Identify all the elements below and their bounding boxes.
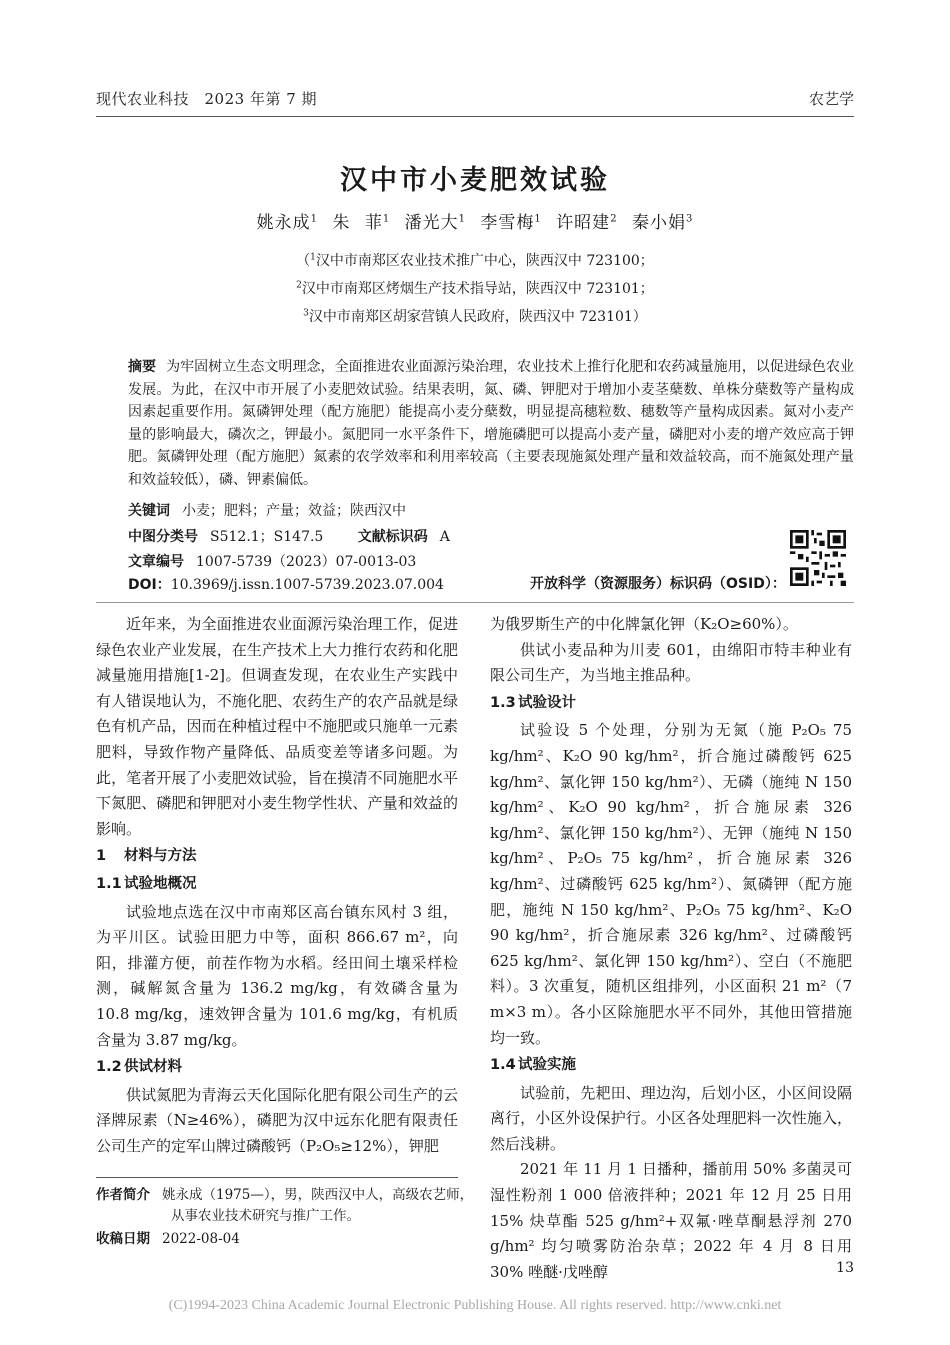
qr-code-icon (790, 530, 846, 586)
received-date: 收稿日期 2022-08-04 (96, 1231, 240, 1247)
subsection-heading: 1.1 试验地概况 (96, 875, 197, 892)
doi: DOI：10.3969/j.issn.1007-5739.2023.07.004 (128, 577, 444, 593)
author-list: 姚永成$^1$ 朱 菲$^1$ 潘光大$^1$ 李雪梅$^1$ 许昭建$^2$ 秦小娟$^3$ (256, 213, 694, 233)
site-paragraph: 试验地点选在汉中市南郑区高台镇东风村 3 组，为平川区。试验田肥力中等，面积 866.67 m²，向阳，排灌方便，前茬作物为水稻。经田间土壤采样检测，碱解氮含量为 136.2 mg/kg，有效磷含量为 10.8 mg/kg，速效钾含量为 101.6 mg/kg，有机质含量为 3.87 mg/kg。 (96, 902, 458, 1049)
author: 潘光大 (404, 213, 459, 233)
author-note-line2: 从事农业技术研究与推广工作。 (171, 1208, 360, 1224)
abstract-separator (96, 602, 854, 603)
section-header: 农艺学 (808, 90, 854, 108)
affiliation-1: （$^1$汉中市南郑区农业技术推广中心，陕西汉中 723100； (296, 252, 654, 269)
classification: 中图分类号 S512.1；S147.5 文献标识码 A (128, 529, 450, 545)
footnote-rule (96, 1177, 458, 1178)
paper-title: 汉中市小麦肥效试验 (340, 165, 610, 196)
materials-paragraph: 供试氮肥为青海云天化国际化肥有限公司生产的云泽牌尿素（N≥46%），磷肥为汉中远东化肥有限责任公司生产的定军山牌过磷酸钙（P₂O₅≥12%），钾肥 (96, 1085, 458, 1155)
author: 秦小娟 (631, 213, 686, 233)
abstract-text: 为牢固树立生态文明理念，全面推进农业面源污染治理，农业技术上推行化肥和农药减量施用，以促进绿色农业发展。为此，在汉中市开展了小麦肥效试验。结果表明，氮、磷、钾肥对于增加小麦茎蘖数、单株分蘖数等产量构成因素起重要作用。氮磷钾处理（配方施肥）能提高小麦分蘖数，明显提高穗粒数、穗数等产量构成因素。氮对小麦产量的影响最大，磷次之，钾最小。氮肥同一水平条件下，增施磷肥可以提高小麦产量，磷肥对小麦的增产效应高于钾肥。氮磷钾处理（配方施肥）氮素的农学效率和利用率较高（主要表现施氮处理产量和效益较高，而不施氮处理产量和效益较低），磷、钾素偏低。 (128, 359, 855, 488)
article-number: 文章编号 1007-5739（2023）07-0013-03 (128, 554, 417, 570)
author: 许昭建 (556, 213, 611, 233)
subsection-heading: 1.4 试验实施 (490, 1057, 576, 1074)
author-note: 作者简介 姚永成（1975—），男，陕西汉中人，高级农艺师， (96, 1187, 474, 1203)
intro-paragraph: 近年来，为全面推进农业面源污染治理工作，促进绿色农业产业发展，在生产技术上大力推行农药和化肥减量施用措施[1-2]。但调查发现，在农业生产实践中有人错误地认为，不施化肥、农药生产的农产品就是绿色有机产品，因而在种植过程中不施肥或只施单一元素肥料，导致作物产量降低、品质变差等诸多问题。为此，笔者开展了小麦肥效试验，旨在摸清不同施肥水平下氮肥、磷肥和钾肥对小麦生物学性状、产量和效益的影响。 (96, 615, 458, 838)
header-rule (96, 116, 854, 117)
journal-header: 现代农业科技 2023 年第 7 期 (96, 90, 318, 108)
schedule-paragraph: 2021 年 11 月 1 日播种，播前用 50% 多菌灵可湿性粉剂 1 000 倍液拌种；2021 年 12 月 25 日用 15% 炔草酯 525 g/hm²+双氟·唑草酮悬浮剂 270 g/hm² 均匀喷雾防治杂草；2022 年 4 月 8 日用 30% 唑醚·戊唑醇 (490, 1160, 852, 1281)
author: 李雪梅 (480, 213, 535, 233)
affiliation-3: $^3$汉中市南郑区胡家营镇人民政府，陕西汉中 723101） (303, 308, 647, 325)
osid-label: 开放科学（资源服务）标识码（OSID）： (530, 576, 786, 592)
abstract (128, 356, 854, 491)
variety-paragraph: 供试小麦品种为川麦 601，由绵阳市特丰种业有限公司生产，为当地主推品种。 (490, 640, 852, 685)
section-heading: 1 材料与方法 (96, 848, 197, 865)
cnki-footer: (C)1994-2023 China Academic Journal Electronic Publishing House. All rights reserved. http://www.cnki.net (168, 1298, 782, 1313)
abstract-label: 摘要 (128, 359, 157, 375)
design-paragraph: 试验设 5 个处理，分别为无氮（施 P₂O₅ 75 kg/hm²、K₂O 90 kg/hm²，折合施过磷酸钙 625 kg/hm²、氯化钾 150 kg/hm²）、无磷（施纯 N 150 kg/hm²、K₂O 90 kg/hm²，折合施尿素 326 kg/hm²、氯化钾 150 kg/hm²）、无钾（施纯 N 150 kg/hm²、P₂O₅ 75 kg/hm²，折合施尿素 326 kg/hm²、过磷酸钙 625 kg/hm²）、氮磷钾（配方施肥，施纯 N 150 kg/hm²、P₂O₅ 75 kg/hm²、K₂O 90 kg/hm²，折合施尿素 326 kg/hm²、过磷酸钙 625 kg/hm²、氯化钾 150 kg/hm²）、空白（不施肥料）。3 次重复，随机区组排列，小区面积 21 m²（7 m×3 m）。各小区除施肥水平不同外，其他田管措施均一致。 (490, 721, 852, 1047)
materials-continued: 为俄罗斯生产的中化牌氯化钾（K₂O≥60%）。 (490, 615, 798, 633)
body-right-column (490, 612, 852, 1285)
page-number: 13 (836, 1260, 854, 1276)
body-left-column (96, 612, 458, 1159)
subsection-heading: 1.2 供试材料 (96, 1059, 182, 1076)
subsection-heading: 1.3 试验设计 (490, 694, 576, 711)
keywords: 关键词 小麦；肥料；产量；效益；陕西汉中 (128, 503, 406, 519)
author: 朱 菲 (332, 213, 383, 233)
implementation-paragraph: 试验前，先耙田、理边沟，后划小区，小区间设隔离行，小区外设保护行。小区各处理肥料一次性施入，然后浅耕。 (490, 1083, 852, 1153)
affiliation-2: $^2$汉中市南郑区烤烟生产技术指导站，陕西汉中 723101； (296, 280, 654, 297)
author: 姚永成 (256, 213, 311, 233)
